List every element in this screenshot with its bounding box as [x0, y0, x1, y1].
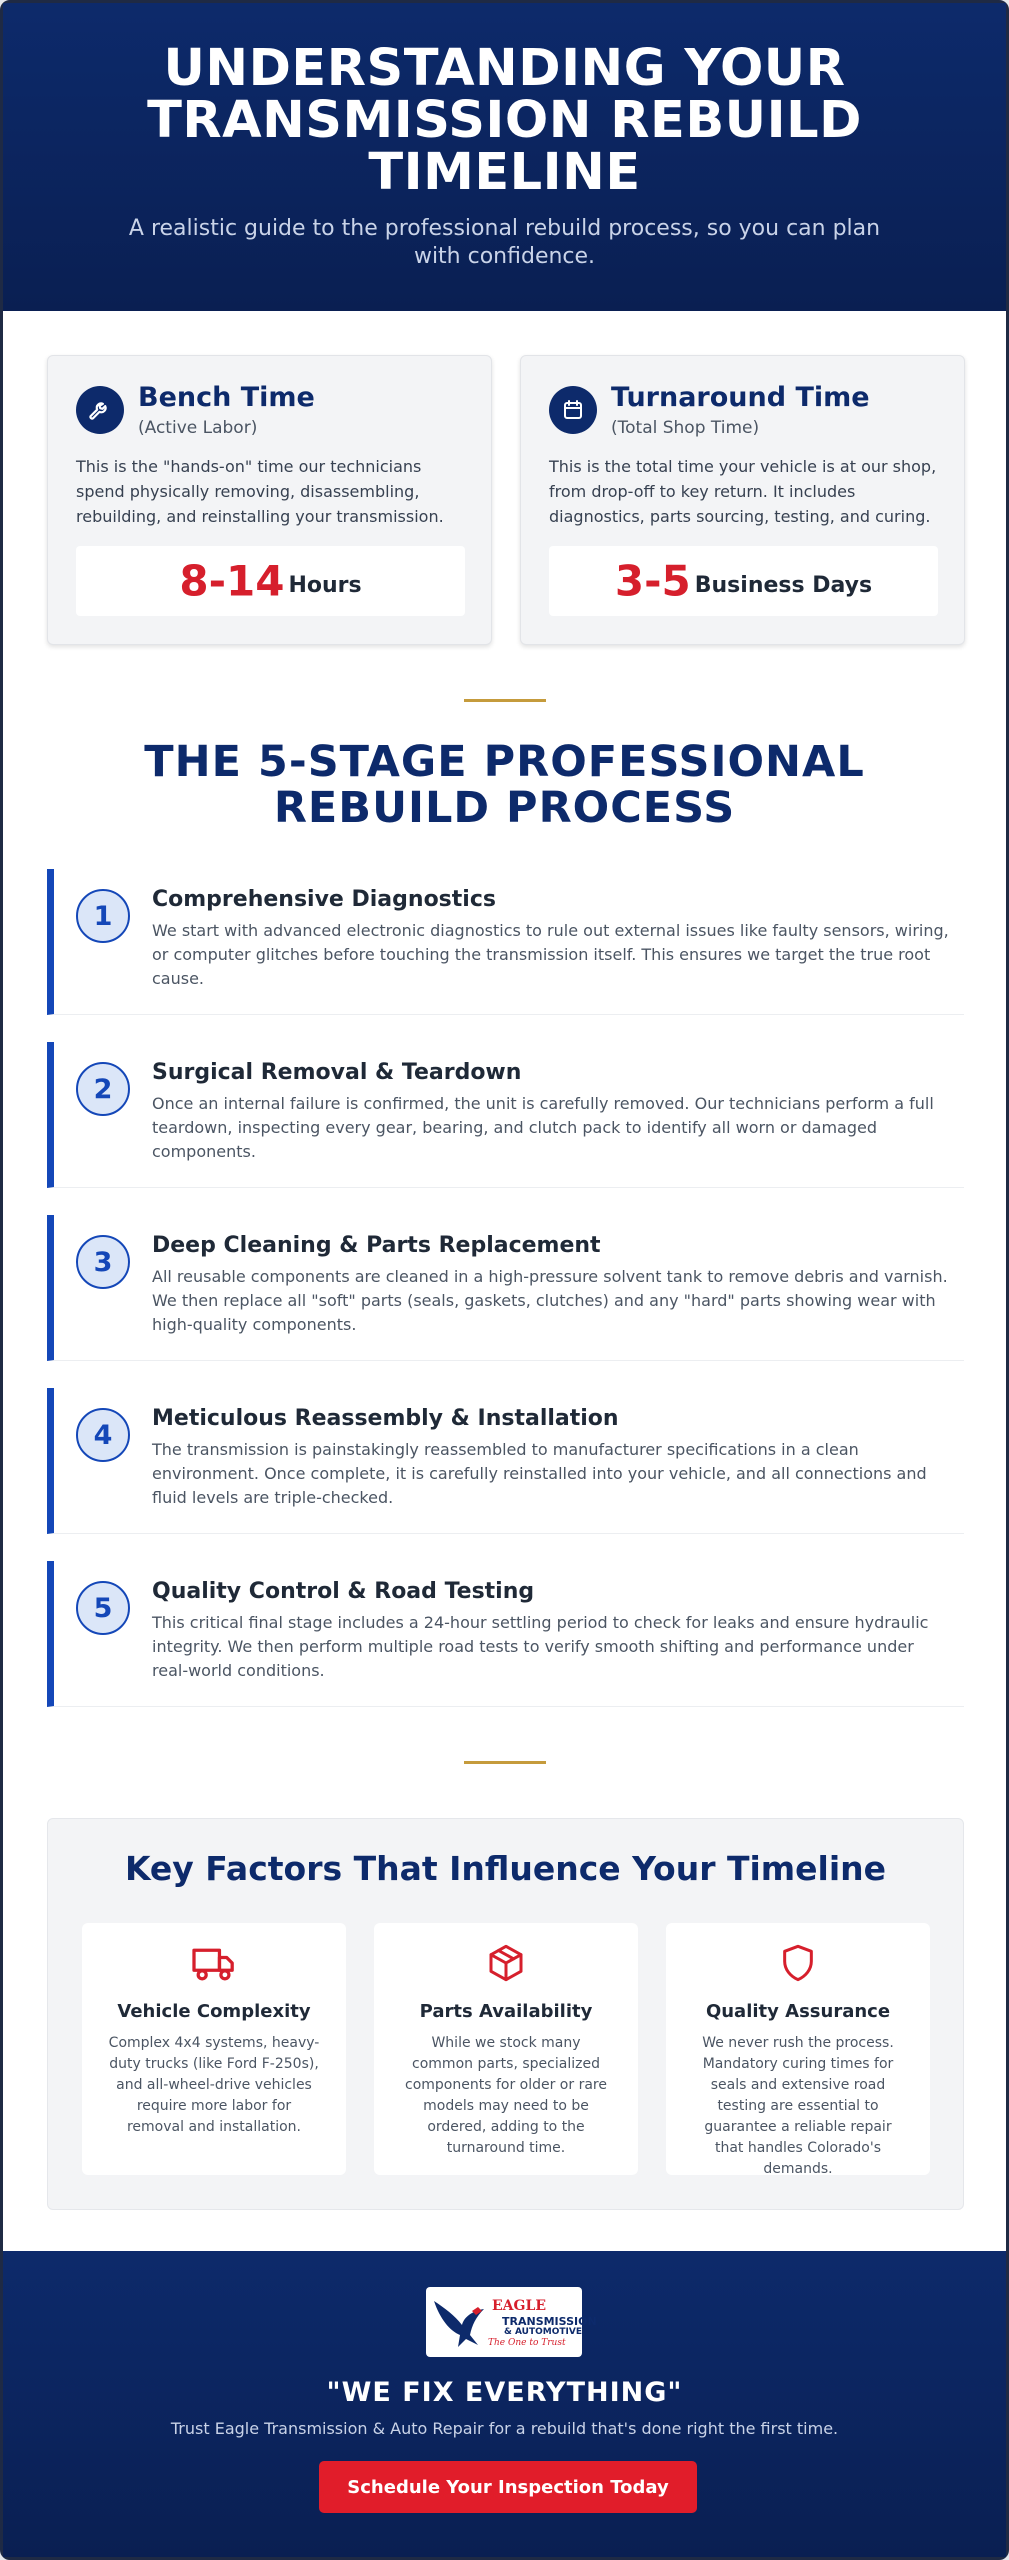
- stage-title: Deep Cleaning & Parts Replacement: [152, 1233, 601, 1258]
- stage-number: 2: [76, 1062, 130, 1116]
- factor-description: Complex 4x4 systems, heavy-duty trucks (like Ford F-250s), and all-wheel-drive vehicles require more labor for removal and installation.: [108, 2035, 320, 2135]
- shield-icon: [666, 1943, 930, 1983]
- section-divider: [464, 699, 546, 702]
- logo-line-3: & AUTOMOTIVE: [504, 2327, 582, 2337]
- truck-icon: [82, 1943, 346, 1983]
- page-title: UNDERSTANDING YOUR TRANSMISSION REBUILD TIMELINE: [147, 39, 862, 202]
- footer-tagline: Trust Eagle Transmission & Auto Repair for a rebuild that's done right the first time.: [170, 2419, 839, 2438]
- key-factors-section: [47, 1818, 964, 2210]
- process-section-title: THE 5-STAGE PROFESSIONAL REBUILD PROCESS: [144, 737, 865, 833]
- stage-description: We start with advanced electronic diagnostics to rule out external issues like faulty sensors, wiring, or computer glitches before touching the transmission itself. This ensures we target the true root cause.: [152, 921, 949, 988]
- factor-title: Vehicle Complexity: [117, 2001, 311, 2022]
- stage-title: Meticulous Reassembly & Installation: [152, 1406, 619, 1431]
- section-divider: [464, 1761, 546, 1764]
- factor-description: We never rush the process. Mandatory curing times for seals and extensive road testing are essential to guarantee a reliable repair that handles Colorado's demands.: [702, 2035, 894, 2177]
- stage-number: 4: [76, 1408, 130, 1462]
- turnaround-time-title: Turnaround Time: [611, 382, 870, 413]
- box-icon: [374, 1943, 638, 1983]
- bench-time-unit: Hours: [288, 572, 362, 598]
- stage-item: [47, 1388, 964, 1534]
- turnaround-time-subtitle: (Total Shop Time): [611, 418, 760, 438]
- stage-description: This critical final stage includes a 24-hour settling period to check for leaks and ensure hydraulic integrity. We then perform multiple road tests to verify smooth shifting and performance under real-world conditions.: [152, 1613, 929, 1680]
- bench-time-title: Bench Time: [138, 382, 315, 413]
- factor-title: Quality Assurance: [705, 2001, 891, 2022]
- hero-header: [3, 3, 1006, 311]
- factor-card: [666, 1923, 930, 2175]
- turnaround-time-value-box: [549, 546, 938, 616]
- stage-title: Comprehensive Diagnostics: [152, 887, 496, 912]
- bench-time-subtitle: (Active Labor): [138, 418, 258, 438]
- factor-title: Parts Availability: [419, 2001, 593, 2022]
- factor-card: [82, 1923, 346, 2175]
- stage-description: Once an internal failure is confirmed, the unit is carefully removed. Our technicians perform a full teardown, inspecting every gear, bearing, and clutch pack to identify all worn or damaged components.: [152, 1094, 934, 1161]
- schedule-inspection-button[interactable]: Schedule Your Inspection Today: [319, 2461, 697, 2513]
- turnaround-time-value: 3-5: [614, 556, 691, 606]
- logo-tagline: The One to Trust: [488, 2338, 566, 2348]
- page-subtitle: A realistic guide to the professional rebuild process, so you can plan with confidence.: [128, 216, 881, 269]
- stage-item: [47, 1561, 964, 1707]
- bench-time-value-box: [76, 546, 465, 616]
- calendar-icon: [549, 386, 597, 434]
- stage-number: 5: [76, 1581, 130, 1635]
- factor-description: While we stock many common parts, specialized components for older or rare models may need to be ordered, adding to the turnaround time.: [405, 2035, 607, 2156]
- turnaround-time-card: [520, 355, 965, 645]
- logo-line-1: EAGLE: [492, 2298, 547, 2314]
- bench-time-value: 8-14: [179, 556, 285, 606]
- wrench-icon: [76, 386, 124, 434]
- factors-title: Key Factors That Influence Your Timeline: [124, 1849, 887, 1888]
- eagle-logo: [426, 2287, 597, 2357]
- bench-time-description: This is the "hands-on" time our technicians spend physically removing, disassembling, rebuilding, and reinstalling your transmission.: [76, 457, 444, 526]
- stage-description: The transmission is painstakingly reassembled to manufacturer specifications in a clean environment. Once complete, it is carefully reinstalled into your vehicle, and all connections and fluid levels are triple-checked.: [152, 1440, 927, 1507]
- turnaround-time-unit: Business Days: [694, 572, 873, 598]
- footer: [3, 2251, 1006, 2557]
- eagle-icon: [432, 2295, 492, 2351]
- stage-number: 1: [76, 889, 130, 943]
- stage-item: [47, 1042, 964, 1188]
- footer-slogan: "WE FIX EVERYTHING": [326, 2377, 683, 2408]
- stage-number: 3: [76, 1235, 130, 1289]
- bench-time-card: [47, 355, 492, 645]
- logo-line-2: TRANSMISSION: [502, 2315, 597, 2328]
- stage-title: Quality Control & Road Testing: [152, 1579, 535, 1604]
- factor-card: [374, 1923, 638, 2175]
- stage-title: Surgical Removal & Teardown: [152, 1060, 522, 1085]
- stage-item: [47, 1215, 964, 1361]
- stage-item: [47, 869, 964, 1015]
- stage-description: All reusable components are cleaned in a high-pressure solvent tank to remove debris and varnish. We then replace all "soft" parts (seals, gaskets, clutches) and any "hard" parts showing wear with high-quality components.: [152, 1267, 948, 1334]
- turnaround-time-description: This is the total time your vehicle is at our shop, from drop-off to key return. It includes diagnostics, parts sourcing, testing, and curing.: [549, 457, 937, 526]
